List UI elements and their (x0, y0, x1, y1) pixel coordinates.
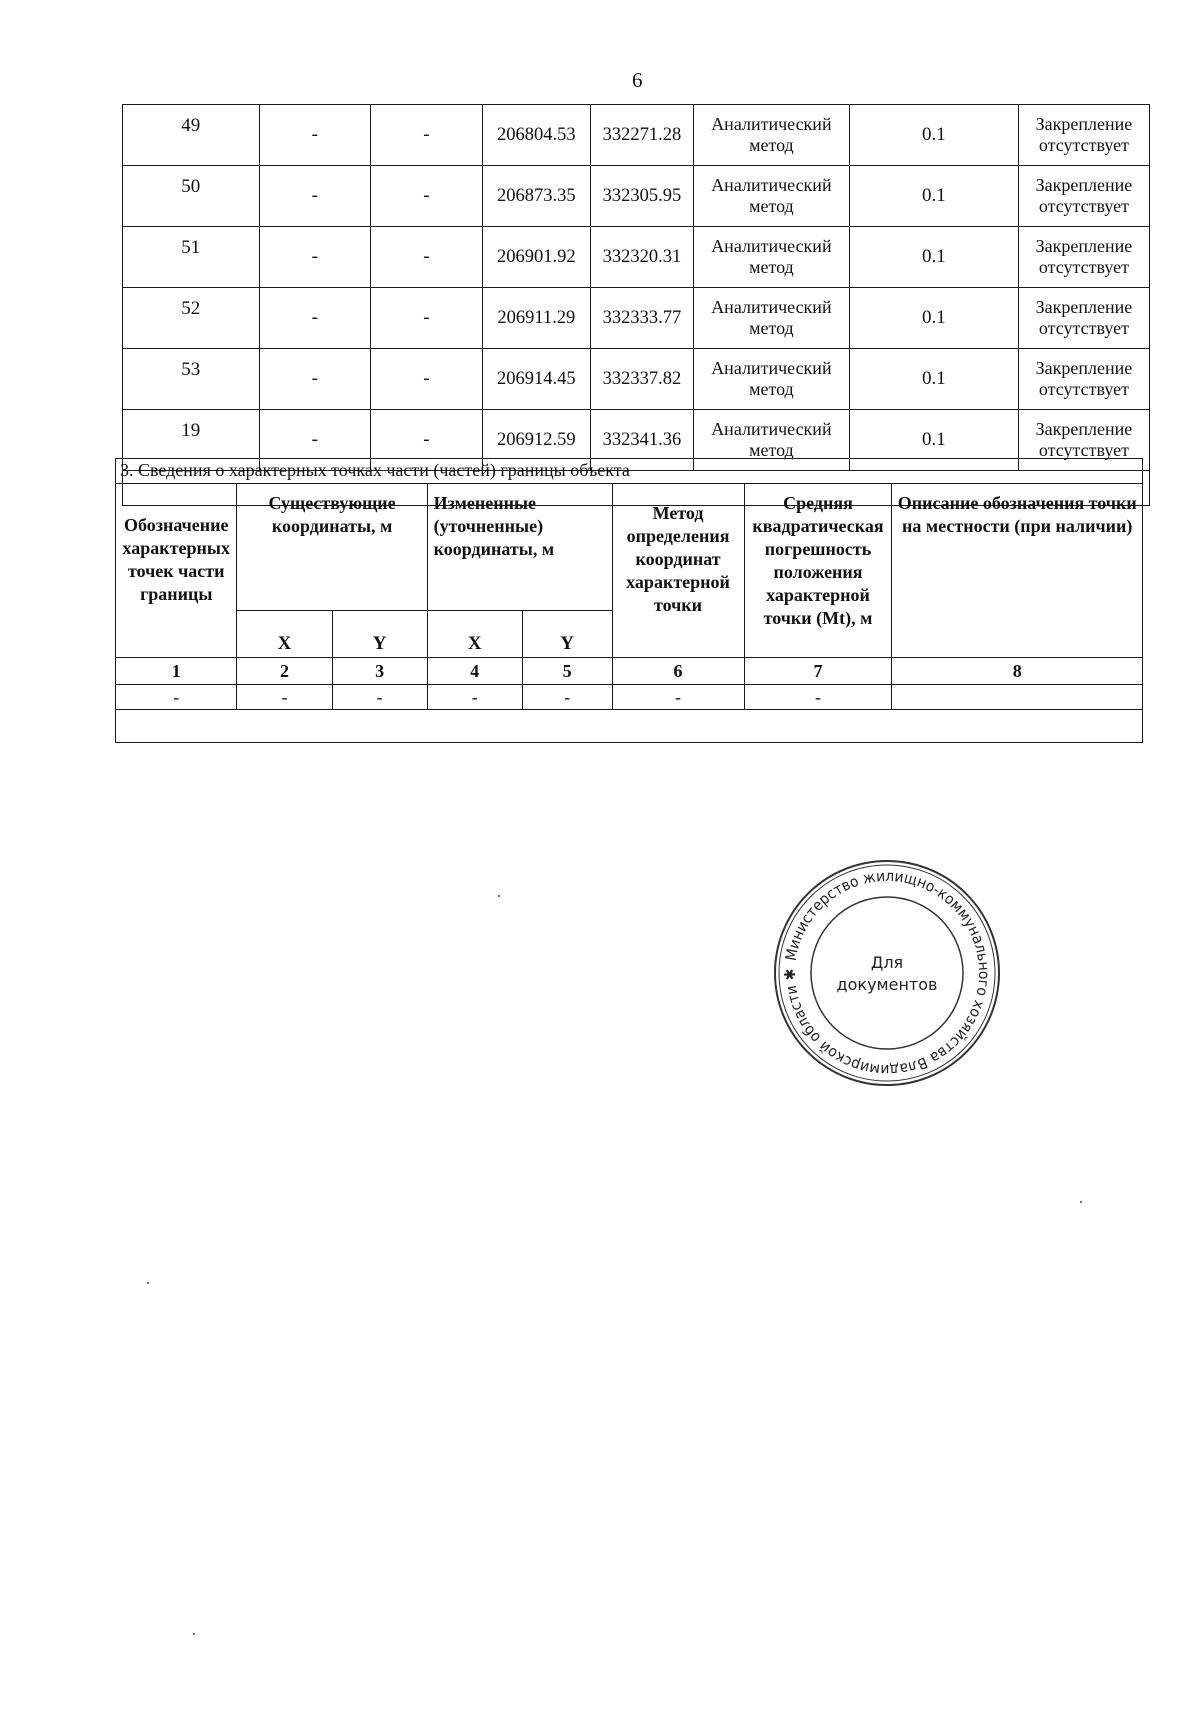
error-cell: 0.1 (849, 288, 1018, 349)
fixation-cell: Закрепление отсутствует (1018, 166, 1149, 227)
new-y: 332341.36 (590, 410, 693, 471)
stamp-center-text: Для (870, 953, 904, 972)
column-number: 5 (522, 658, 612, 685)
table-cell: - (427, 685, 522, 710)
table-row (123, 227, 1150, 288)
new-y: 332320.31 (590, 227, 693, 288)
table-row (123, 166, 1150, 227)
point-number: 50 (123, 166, 260, 227)
table-cell: - (332, 685, 427, 710)
header-changed-y: Y (522, 611, 612, 658)
point-number: 53 (123, 349, 260, 410)
new-y: 332333.77 (590, 288, 693, 349)
method-cell: Аналитический метод (693, 105, 849, 166)
error-cell: 0.1 (849, 410, 1018, 471)
new-x: 206873.35 (482, 166, 590, 227)
new-x: 206911.29 (482, 288, 590, 349)
new-x: 206912.59 (482, 410, 590, 471)
header-changed-coords: Измененные (уточненные) координаты, м (427, 484, 612, 611)
table-row (123, 288, 1150, 349)
method-cell: Аналитический метод (693, 349, 849, 410)
table-cell: - (522, 685, 612, 710)
table-blank-row (116, 710, 1143, 743)
column-number: 2 (237, 658, 332, 685)
fixation-cell: Закрепление отсутствует (1018, 227, 1149, 288)
stamp-ring-text: Министерство жилищно-коммунального хозяйства Владимирской области ✱ (780, 866, 994, 1080)
scan-speck (498, 895, 500, 897)
point-number: 49 (123, 105, 260, 166)
header-error: Средняя квадратическая погрешность положения характерной точки (Mt), м (744, 484, 892, 658)
table-row (123, 349, 1150, 410)
existing-y: - (371, 349, 483, 410)
section3-table (115, 458, 1143, 743)
existing-x: - (259, 349, 371, 410)
scan-speck (147, 1282, 149, 1284)
column-numbers-row (116, 658, 1143, 685)
existing-y: - (371, 166, 483, 227)
stamp-outer-ring (775, 861, 999, 1085)
official-stamp (772, 858, 1002, 1088)
new-x: 206901.92 (482, 227, 590, 288)
header-changed-x: X (427, 611, 522, 658)
table-cell: - (116, 685, 237, 710)
error-cell: 0.1 (849, 166, 1018, 227)
stamp-center-text: документов (836, 975, 938, 994)
existing-y: - (371, 227, 483, 288)
table-cell: - (612, 685, 744, 710)
existing-x: - (259, 105, 371, 166)
fixation-cell: Закрепление отсутствует (1018, 410, 1149, 471)
stamp-inner-ring (811, 897, 963, 1049)
new-x: 206804.53 (482, 105, 590, 166)
existing-x: - (259, 410, 371, 471)
scan-speck (1080, 1201, 1082, 1203)
method-cell: Аналитический метод (693, 227, 849, 288)
existing-y: - (371, 410, 483, 471)
column-number: 6 (612, 658, 744, 685)
point-number: 19 (123, 410, 260, 471)
header-method: Метод определения координат характерной точки (612, 484, 744, 658)
coordinates-table (122, 104, 1150, 506)
column-number: 8 (892, 658, 1143, 685)
header-description: Описание обозначения точки на местности (при наличии) (892, 484, 1143, 658)
section3-title: 3. Сведения о характерных точках части (частей) границы объекта (116, 459, 1143, 484)
table-row (116, 685, 1143, 710)
existing-x: - (259, 227, 371, 288)
existing-y: - (371, 288, 483, 349)
error-cell: 0.1 (849, 349, 1018, 410)
error-cell: 0.1 (849, 227, 1018, 288)
header-designation: Обозначение характерных точек части границы (116, 484, 237, 658)
method-cell: Аналитический метод (693, 166, 849, 227)
table-cell: - (744, 685, 892, 710)
existing-y: - (371, 105, 483, 166)
header-existing-y: Y (332, 611, 427, 658)
new-x: 206914.45 (482, 349, 590, 410)
header-existing-x: X (237, 611, 332, 658)
new-y: 332271.28 (590, 105, 693, 166)
table-cell: - (237, 685, 332, 710)
existing-x: - (259, 288, 371, 349)
error-cell: 0.1 (849, 105, 1018, 166)
method-cell: Аналитический метод (693, 288, 849, 349)
column-number: 4 (427, 658, 522, 685)
page-number: 6 (632, 68, 643, 92)
fixation-cell: Закрепление отсутствует (1018, 349, 1149, 410)
column-number: 3 (332, 658, 427, 685)
point-number: 51 (123, 227, 260, 288)
existing-x: - (259, 166, 371, 227)
fixation-cell: Закрепление отсутствует (1018, 105, 1149, 166)
column-number: 1 (116, 658, 237, 685)
column-number: 7 (744, 658, 892, 685)
method-cell: Аналитический метод (693, 410, 849, 471)
header-existing-coords: Существующие координаты, м (237, 484, 427, 611)
table-cell (892, 685, 1143, 710)
fixation-cell: Закрепление отсутствует (1018, 288, 1149, 349)
table-row (123, 105, 1150, 166)
new-y: 332337.82 (590, 349, 693, 410)
scan-speck (193, 1633, 195, 1635)
point-number: 52 (123, 288, 260, 349)
new-y: 332305.95 (590, 166, 693, 227)
